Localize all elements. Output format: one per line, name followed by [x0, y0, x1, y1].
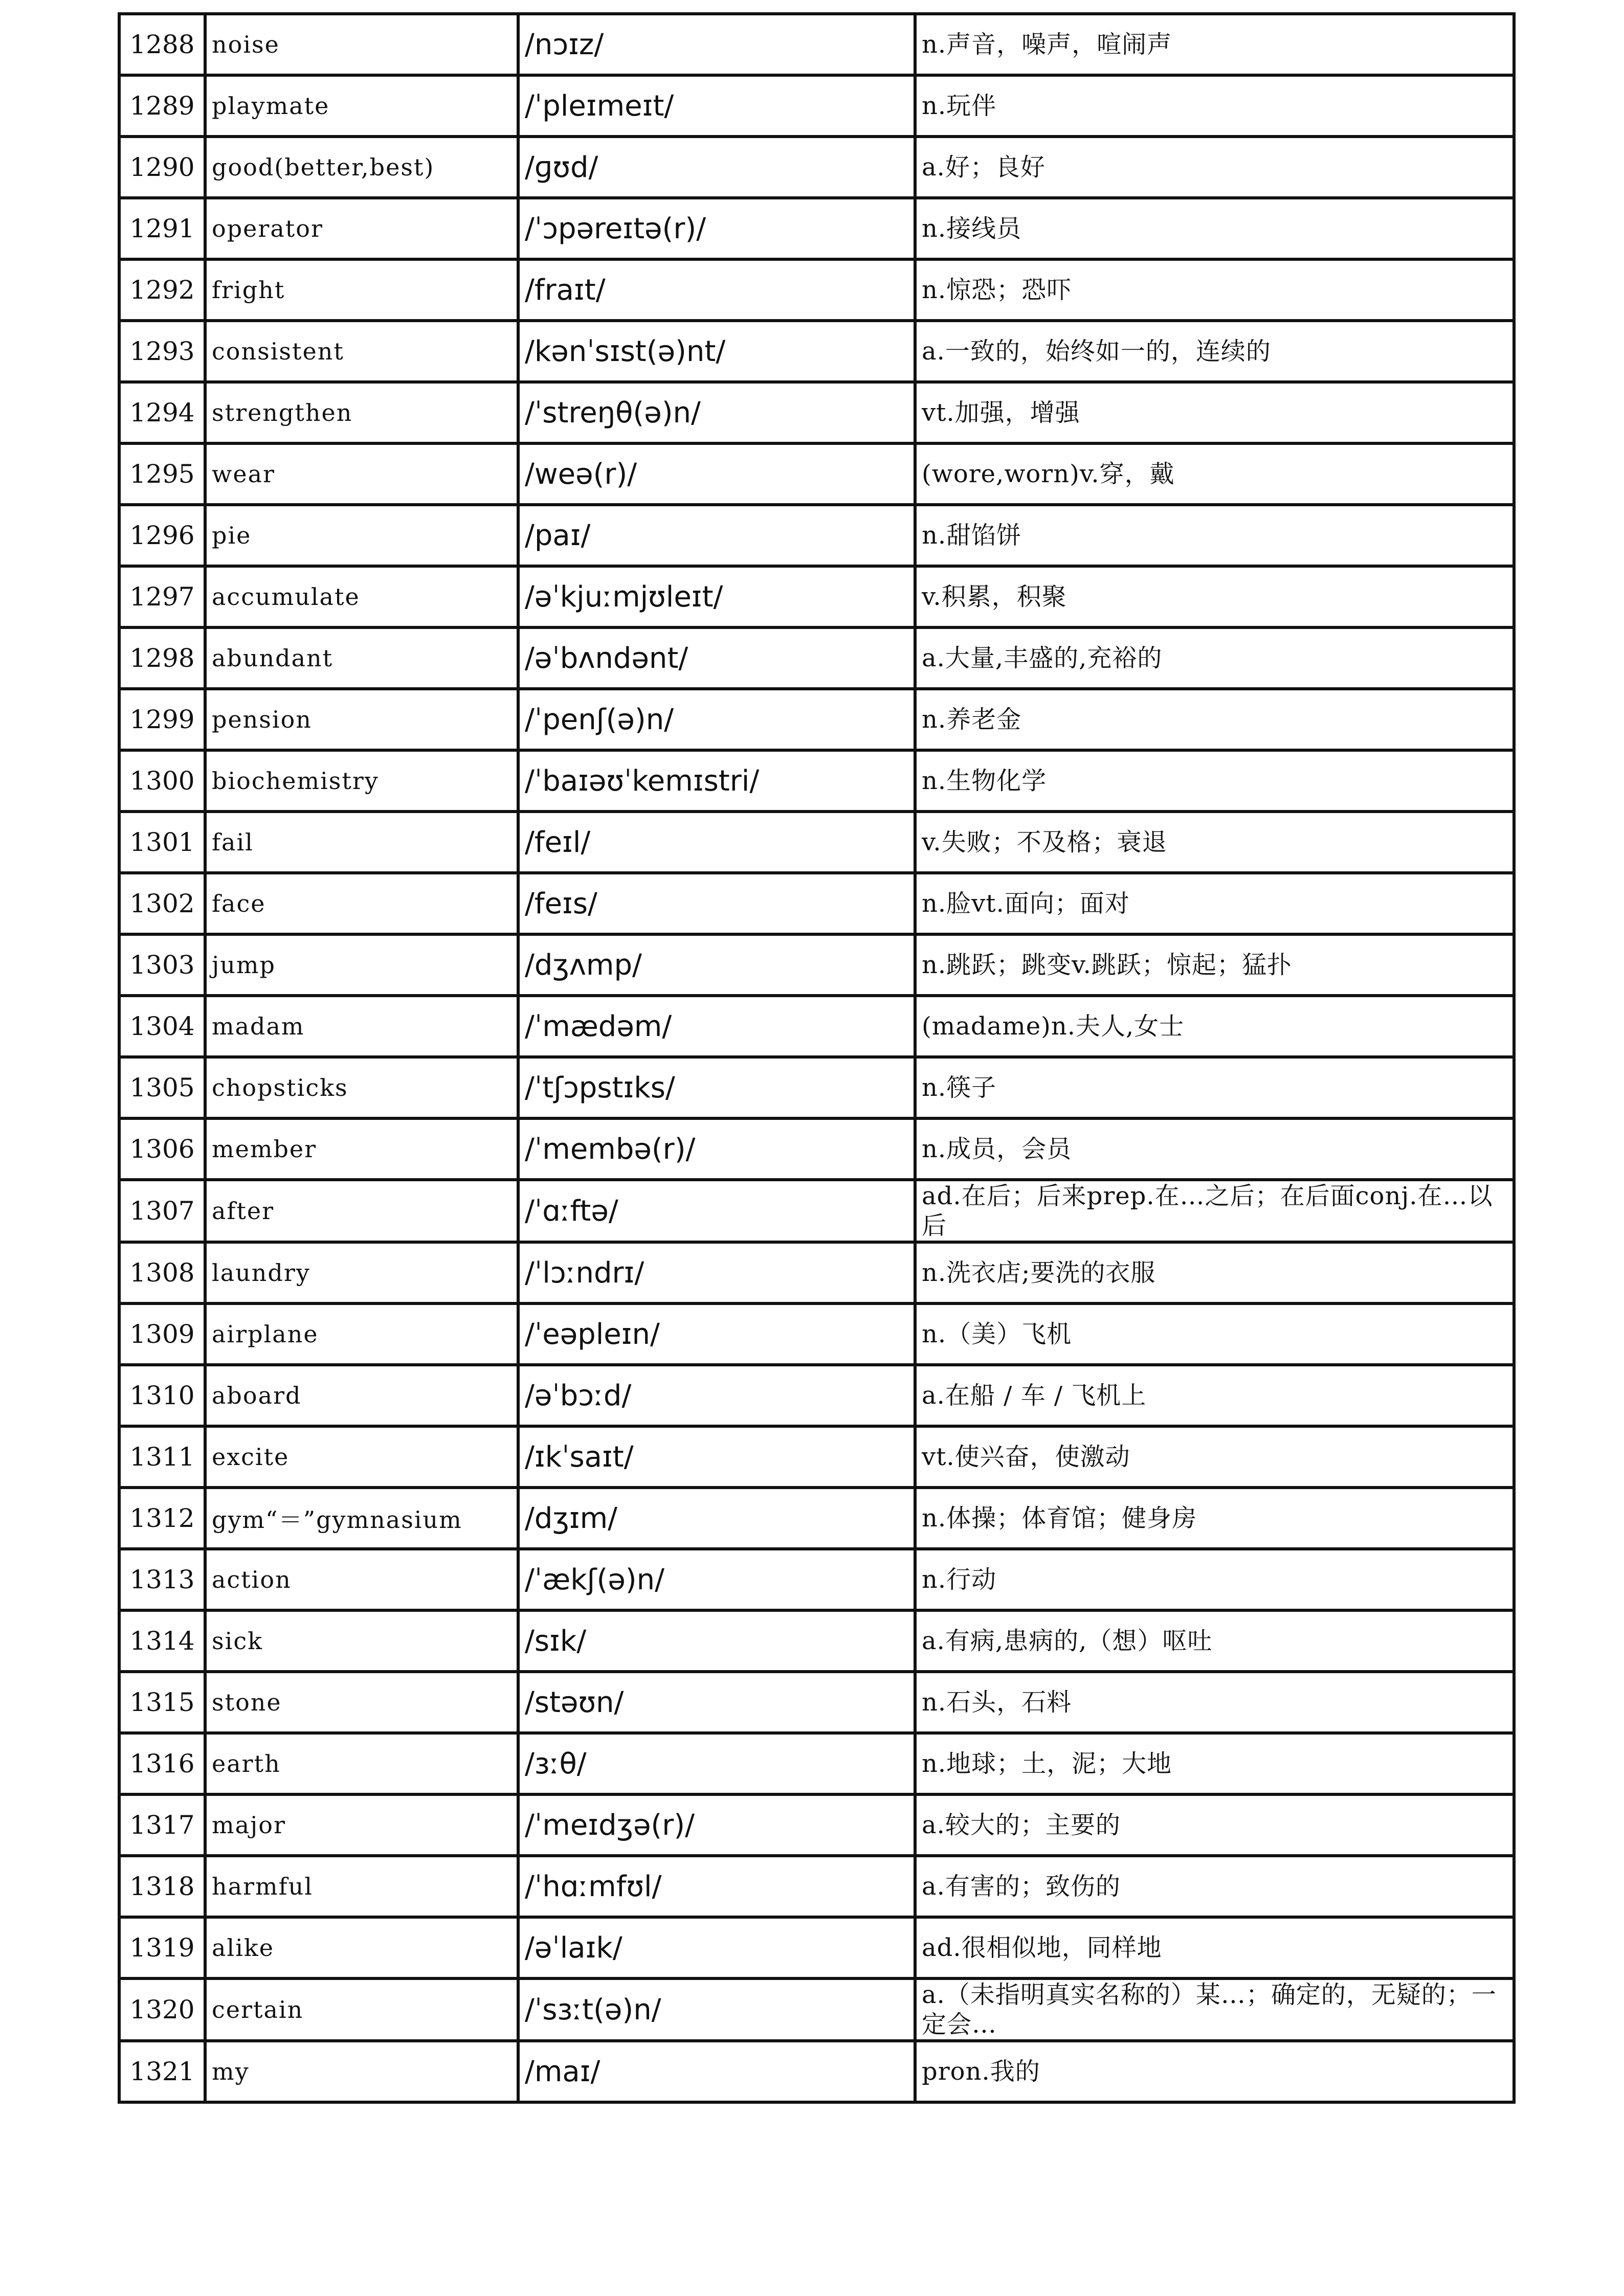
entry-phonetic: /əˈlaɪk/ [518, 1917, 915, 1978]
entry-definition: v.失败；不及格；衰退 [915, 812, 1514, 873]
entry-number: 1288 [119, 14, 205, 75]
entry-definition: n.生物化学 [915, 750, 1514, 812]
table-row [119, 996, 1514, 1057]
table-row [119, 1856, 1514, 1917]
entry-number: 1309 [119, 1303, 205, 1365]
entry-definition: a.较大的；主要的 [915, 1794, 1514, 1856]
table-row [119, 198, 1514, 259]
table-row [119, 14, 1514, 75]
table-row [119, 1672, 1514, 1733]
entry-number: 1310 [119, 1365, 205, 1426]
entry-definition: pron.我的 [915, 2041, 1514, 2102]
entry-definition: a.在船 / 车 / 飞机上 [915, 1365, 1514, 1426]
entry-word: certain [205, 1978, 518, 2041]
entry-number: 1308 [119, 1242, 205, 1303]
entry-phonetic: /ˈmembə(r)/ [518, 1118, 915, 1180]
entry-word: fright [205, 259, 518, 321]
entry-definition: ad.在后；后来prep.在…之后；在后面conj.在…以后 [915, 1180, 1514, 1242]
table-row [119, 1303, 1514, 1365]
entry-definition: n.惊恐；恐吓 [915, 259, 1514, 321]
entry-phonetic: /ˈmeɪdʒə(r)/ [518, 1794, 915, 1856]
entry-phonetic: /əˈbɔːd/ [518, 1365, 915, 1426]
entry-definition: n.体操；体育馆；健身房 [915, 1488, 1514, 1549]
entry-phonetic: /əˈbʌndənt/ [518, 627, 915, 689]
entry-number: 1291 [119, 198, 205, 259]
entry-number: 1311 [119, 1426, 205, 1488]
entry-word: abundant [205, 627, 518, 689]
entry-word: harmful [205, 1856, 518, 1917]
entry-phonetic: /əˈkjuːmjʊleɪt/ [518, 566, 915, 627]
entry-phonetic: /weə(r)/ [518, 443, 915, 505]
entry-word: airplane [205, 1303, 518, 1365]
entry-number: 1317 [119, 1794, 205, 1856]
table-row [119, 812, 1514, 873]
entry-word: noise [205, 14, 518, 75]
entry-phonetic: /ˈɑːftə/ [518, 1180, 915, 1242]
entry-number: 1314 [119, 1610, 205, 1672]
entry-phonetic: /ˈstreŋθ(ə)n/ [518, 382, 915, 443]
entry-definition: n.甜馅饼 [915, 505, 1514, 566]
table-row [119, 1180, 1514, 1242]
table-row [119, 1549, 1514, 1610]
entry-phonetic: /ˈhɑːmfʊl/ [518, 1856, 915, 1917]
entry-phonetic: /ˈpenʃ(ə)n/ [518, 689, 915, 750]
entry-phonetic: /ˈbaɪəʊˈkemɪstri/ [518, 750, 915, 812]
entry-phonetic: /feɪl/ [518, 812, 915, 873]
entry-word: stone [205, 1672, 518, 1733]
table-row [119, 750, 1514, 812]
table-row [119, 321, 1514, 382]
entry-number: 1321 [119, 2041, 205, 2102]
entry-word: strengthen [205, 382, 518, 443]
entry-definition: n.筷子 [915, 1057, 1514, 1118]
entry-definition: n.玩伴 [915, 75, 1514, 137]
table-row [119, 1794, 1514, 1856]
entry-phonetic: /ɜːθ/ [518, 1733, 915, 1794]
entry-definition: n.声音，噪声，喧闹声 [915, 14, 1514, 75]
entry-definition: n.石头，石料 [915, 1672, 1514, 1733]
entry-definition: a.有病,患病的,（想）呕吐 [915, 1610, 1514, 1672]
entry-number: 1320 [119, 1978, 205, 2041]
entry-definition: n.行动 [915, 1549, 1514, 1610]
table-row [119, 382, 1514, 443]
entry-phonetic: /feɪs/ [518, 873, 915, 934]
entry-word: accumulate [205, 566, 518, 627]
table-row [119, 259, 1514, 321]
entry-word: biochemistry [205, 750, 518, 812]
vocabulary-table-body [119, 14, 1514, 2102]
table-row [119, 443, 1514, 505]
entry-phonetic: /paɪ/ [518, 505, 915, 566]
entry-number: 1301 [119, 812, 205, 873]
entry-word: consistent [205, 321, 518, 382]
entry-definition: n.地球；土，泥；大地 [915, 1733, 1514, 1794]
entry-word: pie [205, 505, 518, 566]
entry-word: major [205, 1794, 518, 1856]
entry-number: 1298 [119, 627, 205, 689]
table-row [119, 1365, 1514, 1426]
table-row [119, 873, 1514, 934]
entry-word: alike [205, 1917, 518, 1978]
entry-number: 1306 [119, 1118, 205, 1180]
table-row [119, 1733, 1514, 1794]
entry-number: 1318 [119, 1856, 205, 1917]
entry-definition: a.有害的；致伤的 [915, 1856, 1514, 1917]
entry-word: aboard [205, 1365, 518, 1426]
table-row [119, 1118, 1514, 1180]
entry-word: face [205, 873, 518, 934]
table-row [119, 1610, 1514, 1672]
entry-word: good(better,best) [205, 137, 518, 198]
entry-definition: n.成员，会员 [915, 1118, 1514, 1180]
entry-phonetic: /ˈmædəm/ [518, 996, 915, 1057]
table-row [119, 1242, 1514, 1303]
table-row [119, 2041, 1514, 2102]
entry-definition: n.跳跃；跳变v.跳跃；惊起；猛扑 [915, 934, 1514, 996]
entry-number: 1295 [119, 443, 205, 505]
table-row [119, 934, 1514, 996]
entry-number: 1313 [119, 1549, 205, 1610]
entry-phonetic: /ɡʊd/ [518, 137, 915, 198]
entry-phonetic: /sɪk/ [518, 1610, 915, 1672]
entry-word: madam [205, 996, 518, 1057]
entry-phonetic: /ˈɔpəreɪtə(r)/ [518, 198, 915, 259]
entry-number: 1316 [119, 1733, 205, 1794]
table-row [119, 1488, 1514, 1549]
entry-number: 1290 [119, 137, 205, 198]
table-row [119, 689, 1514, 750]
entry-definition: (wore,worn)v.穿，戴 [915, 443, 1514, 505]
vocabulary-table [118, 12, 1516, 2104]
entry-word: after [205, 1180, 518, 1242]
entry-definition: (madame)n.夫人,女士 [915, 996, 1514, 1057]
entry-word: excite [205, 1426, 518, 1488]
entry-number: 1319 [119, 1917, 205, 1978]
entry-word: jump [205, 934, 518, 996]
table-row [119, 1057, 1514, 1118]
entry-phonetic: /kənˈsɪst(ə)nt/ [518, 321, 915, 382]
entry-phonetic: /ˈækʃ(ə)n/ [518, 1549, 915, 1610]
entry-phonetic: /ɪkˈsaɪt/ [518, 1426, 915, 1488]
entry-word: chopsticks [205, 1057, 518, 1118]
entry-number: 1307 [119, 1180, 205, 1242]
table-row [119, 505, 1514, 566]
entry-definition: n.接线员 [915, 198, 1514, 259]
entry-definition: a.好；良好 [915, 137, 1514, 198]
entry-number: 1299 [119, 689, 205, 750]
entry-number: 1294 [119, 382, 205, 443]
entry-definition: vt.使兴奋，使激动 [915, 1426, 1514, 1488]
entry-word: action [205, 1549, 518, 1610]
entry-word: laundry [205, 1242, 518, 1303]
entry-number: 1312 [119, 1488, 205, 1549]
entry-phonetic: /ˈsɜːt(ə)n/ [518, 1978, 915, 2041]
entry-definition: n.（美）飞机 [915, 1303, 1514, 1365]
entry-number: 1289 [119, 75, 205, 137]
entry-phonetic: /dʒʌmp/ [518, 934, 915, 996]
table-row [119, 566, 1514, 627]
entry-number: 1304 [119, 996, 205, 1057]
entry-number: 1296 [119, 505, 205, 566]
entry-phonetic: /ˈlɔːndrɪ/ [518, 1242, 915, 1303]
entry-word: gym“＝”gymnasium [205, 1488, 518, 1549]
entry-word: member [205, 1118, 518, 1180]
entry-definition: a.（未指明真实名称的）某…；确定的，无疑的；一定会… [915, 1978, 1514, 2041]
entry-phonetic: /ˈpleɪmeɪt/ [518, 75, 915, 137]
entry-phonetic: /ˈtʃɔpstɪks/ [518, 1057, 915, 1118]
entry-phonetic: /dʒɪm/ [518, 1488, 915, 1549]
entry-number: 1292 [119, 259, 205, 321]
entry-phonetic: /fraɪt/ [518, 259, 915, 321]
table-row [119, 137, 1514, 198]
entry-definition: v.积累，积聚 [915, 566, 1514, 627]
entry-phonetic: /maɪ/ [518, 2041, 915, 2102]
entry-word: wear [205, 443, 518, 505]
entry-definition: n.脸vt.面向；面对 [915, 873, 1514, 934]
entry-word: fail [205, 812, 518, 873]
entry-word: pension [205, 689, 518, 750]
entry-definition: a.一致的，始终如一的，连续的 [915, 321, 1514, 382]
table-row [119, 1917, 1514, 1978]
entry-definition: n.洗衣店;要洗的衣服 [915, 1242, 1514, 1303]
entry-definition: vt.加强，增强 [915, 382, 1514, 443]
entry-word: my [205, 2041, 518, 2102]
entry-number: 1302 [119, 873, 205, 934]
entry-phonetic: /nɔɪz/ [518, 14, 915, 75]
table-row [119, 1426, 1514, 1488]
table-row [119, 627, 1514, 689]
entry-word: earth [205, 1733, 518, 1794]
entry-phonetic: /ˈeəpleɪn/ [518, 1303, 915, 1365]
entry-word: playmate [205, 75, 518, 137]
entry-number: 1315 [119, 1672, 205, 1733]
entry-definition: n.养老金 [915, 689, 1514, 750]
table-row [119, 75, 1514, 137]
entry-definition: a.大量,丰盛的,充裕的 [915, 627, 1514, 689]
entry-number: 1303 [119, 934, 205, 996]
table-row [119, 1978, 1514, 2041]
entry-number: 1305 [119, 1057, 205, 1118]
entry-definition: ad.很相似地，同样地 [915, 1917, 1514, 1978]
entry-phonetic: /stəʊn/ [518, 1672, 915, 1733]
entry-word: operator [205, 198, 518, 259]
entry-number: 1297 [119, 566, 205, 627]
entry-number: 1300 [119, 750, 205, 812]
entry-word: sick [205, 1610, 518, 1672]
entry-number: 1293 [119, 321, 205, 382]
